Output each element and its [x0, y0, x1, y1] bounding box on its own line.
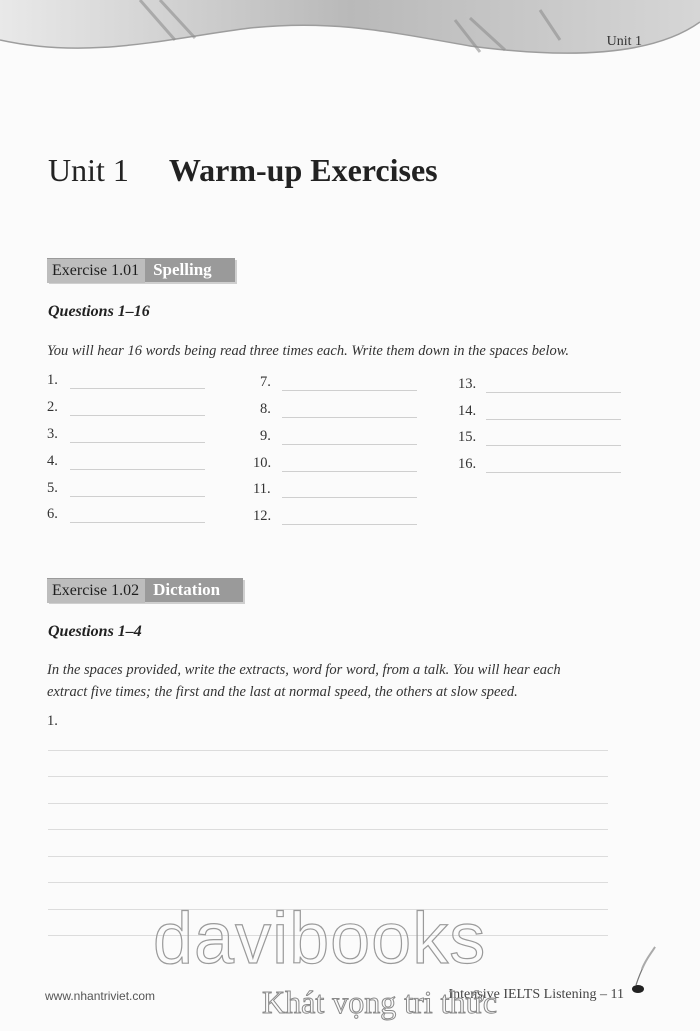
answer-blank[interactable]	[282, 390, 417, 391]
answer-blank[interactable]	[70, 496, 205, 497]
answer-blank[interactable]	[486, 445, 621, 446]
exercise-1-name: Spelling	[153, 260, 212, 279]
answer-number: 2.	[47, 399, 58, 415]
dictation-writing-line[interactable]	[48, 776, 608, 777]
answer-number: 11.	[253, 481, 271, 497]
exercise-1-number: Exercise 1.01	[47, 259, 145, 283]
footer-page-label: Intensive IELTS Listening – 11	[448, 987, 624, 1002]
answer-number: 16.	[458, 456, 477, 472]
answer-blank[interactable]	[70, 388, 205, 389]
unit-number: Unit 1	[48, 152, 129, 188]
exercise-2-instructions-line2: extract five times; the first and the last at normal speed, the others at slow speed.	[47, 684, 518, 700]
answer-blank[interactable]	[282, 444, 417, 445]
answer-number: 5.	[47, 480, 58, 496]
answer-blank[interactable]	[486, 472, 621, 473]
answer-number: 13.	[458, 376, 477, 392]
dictation-writing-line[interactable]	[48, 803, 608, 804]
answer-blank[interactable]	[282, 497, 417, 498]
answer-blank[interactable]	[486, 419, 621, 420]
exercise-2-instructions-line1: In the spaces provided, write the extracts, word for word, from a talk. You will hear each	[47, 662, 561, 678]
answer-number: 10.	[253, 455, 272, 471]
unit-name: Warm-up Exercises	[168, 152, 438, 188]
dictation-writing-line[interactable]	[48, 750, 608, 751]
answer-blank[interactable]	[282, 417, 417, 418]
exercise-1-instructions: You will hear 16 words being read three times each. Write them down in the spaces below.	[47, 343, 569, 359]
answer-number: 15.	[458, 429, 477, 445]
answer-blank[interactable]	[70, 469, 205, 470]
footer-url: www.nhantriviet.com	[45, 989, 156, 1003]
dictation-writing-line[interactable]	[48, 882, 608, 883]
answer-number: 4.	[47, 453, 58, 469]
answer-number: 6.	[47, 506, 58, 522]
answer-number: 7.	[260, 374, 271, 390]
header-unit-tag: Unit 1	[606, 34, 642, 49]
answer-blank[interactable]	[282, 471, 417, 472]
page-title	[48, 152, 438, 189]
watermark-slogan: Khát vọng tri thức	[262, 984, 498, 1020]
quill-ink-icon	[628, 945, 658, 995]
exercise-2-name: Dictation	[153, 580, 221, 599]
answer-number: 9.	[260, 428, 271, 444]
exercise-1-label	[47, 258, 235, 282]
exercise-2-questions-heading: Questions 1–4	[48, 623, 142, 640]
exercise-1-questions-heading: Questions 1–16	[48, 303, 150, 320]
answer-blank[interactable]	[486, 392, 621, 393]
answer-blank[interactable]	[282, 524, 417, 525]
answer-number: 3.	[47, 426, 58, 442]
exercise-2-number: Exercise 1.02	[47, 579, 145, 603]
answer-blank[interactable]	[70, 442, 205, 443]
answer-blank[interactable]	[70, 522, 205, 523]
header-decoration	[0, 0, 700, 70]
answer-number: 1.	[47, 372, 58, 388]
answer-number: 8.	[260, 401, 271, 417]
watermark-logo-text: davibooks	[153, 899, 487, 979]
answer-number: 14.	[458, 403, 477, 419]
dictation-writing-line[interactable]	[48, 829, 608, 830]
exercise-2-label	[47, 578, 243, 602]
answer-number: 12.	[253, 508, 272, 524]
dictation-writing-line[interactable]	[48, 856, 608, 857]
dictation-item-number: 1.	[47, 713, 58, 729]
answer-blank[interactable]	[70, 415, 205, 416]
